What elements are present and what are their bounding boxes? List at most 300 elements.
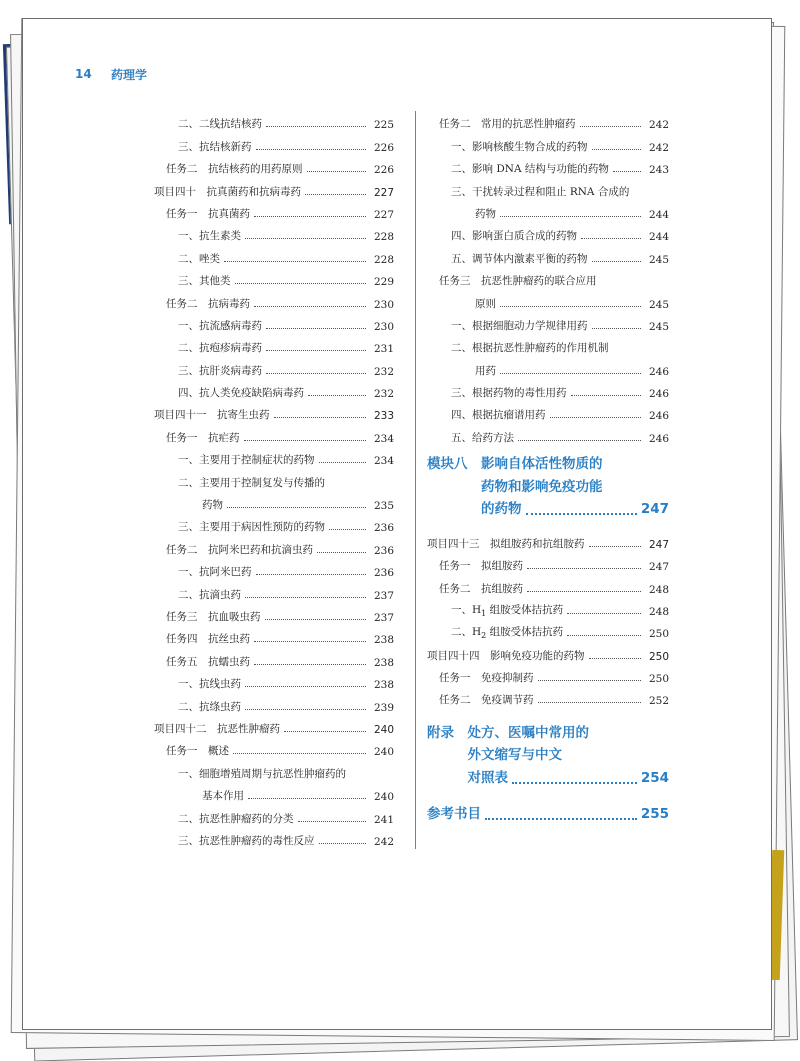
toc-entry-page: 231 bbox=[373, 343, 394, 356]
leader-dots bbox=[500, 305, 641, 307]
toc-entry[interactable] bbox=[427, 311, 669, 333]
toc-entry-label-text: 一、抗生素类 bbox=[178, 230, 241, 243]
leader-dots bbox=[245, 596, 366, 598]
leader-dots bbox=[319, 461, 367, 463]
toc-entry[interactable] bbox=[427, 640, 669, 662]
toc-entry-page: 244 bbox=[648, 208, 669, 221]
toc-right-column bbox=[427, 109, 669, 833]
toc-entry-label bbox=[451, 407, 546, 422]
toc-entry-page: 234 bbox=[373, 432, 394, 445]
toc-entry-label-text: 组胺受体拮抗药 bbox=[486, 626, 564, 639]
toc-entry-page: 245 bbox=[648, 253, 669, 266]
toc-entry-label bbox=[154, 407, 270, 422]
toc-entry-page: 248 bbox=[648, 583, 669, 596]
toc-entry-label-text: 任务二 免疫调节药 bbox=[439, 694, 534, 707]
toc-entry-label bbox=[439, 558, 523, 573]
leader-dots bbox=[329, 485, 366, 486]
toc-entry[interactable] bbox=[427, 422, 669, 444]
toc-entry-label-text: 项目四十二 抗恶性肿瘤药 bbox=[154, 722, 280, 735]
toc-entry-page: 232 bbox=[373, 365, 394, 378]
leader-dots bbox=[245, 237, 366, 239]
leader-dots bbox=[500, 215, 641, 217]
leader-dots bbox=[266, 372, 366, 374]
toc-entry-label-text: 一、抗线虫药 bbox=[178, 678, 241, 691]
toc-entry-page: 250 bbox=[648, 628, 669, 641]
toc-entry-label-text: 二、H bbox=[451, 626, 482, 639]
toc-entry-label bbox=[166, 161, 303, 176]
leader-dots bbox=[613, 350, 642, 351]
toc-entry-label bbox=[439, 273, 597, 288]
leader-dots bbox=[266, 349, 366, 351]
appendix-heading-line bbox=[427, 766, 669, 789]
references-heading-line bbox=[427, 803, 669, 826]
toc-entry[interactable] bbox=[154, 602, 394, 624]
toc-entry-page: 245 bbox=[648, 298, 669, 311]
leader-dots bbox=[601, 283, 642, 284]
toc-right-mid-section bbox=[427, 528, 669, 707]
toc-entry-label-text: 原则 bbox=[475, 297, 496, 310]
toc-entry-label-text: 四、抗人类免疫缺陷病毒药 bbox=[178, 387, 304, 400]
toc-entry-label-text: 任务四 抗丝虫药 bbox=[166, 633, 250, 646]
leader-dots bbox=[254, 663, 366, 665]
toc-entry-page: 244 bbox=[648, 231, 669, 244]
toc-entry[interactable] bbox=[154, 490, 394, 512]
leader-dots bbox=[319, 842, 367, 844]
leader-dots bbox=[580, 125, 642, 127]
toc-entry-page: 241 bbox=[373, 813, 394, 826]
toc-entry-label bbox=[427, 536, 585, 551]
leader-dots bbox=[307, 170, 367, 172]
toc-entry-label-text: 任务一 抗疟药 bbox=[166, 431, 240, 444]
leader-dots bbox=[512, 782, 637, 784]
toc-entry[interactable] bbox=[427, 333, 669, 355]
toc-entry-label bbox=[178, 452, 315, 467]
module-heading-text: 模块八 影响自体活性物质的 bbox=[427, 456, 603, 473]
toc-entry-label-text: 四、根据抗瘤谱用药 bbox=[451, 409, 546, 422]
toc-entry-label bbox=[154, 721, 280, 736]
toc-entry-label-text: 任务二 抗病毒药 bbox=[166, 297, 250, 310]
toc-entry-label-text: 四、影响蛋白质合成的药物 bbox=[451, 230, 577, 243]
toc-entry-label bbox=[451, 228, 577, 243]
toc-entry[interactable] bbox=[154, 288, 394, 310]
toc-entry-page: 248 bbox=[648, 605, 669, 618]
toc-entry-label bbox=[178, 766, 346, 781]
toc-entry-label-text: 用药 bbox=[475, 364, 496, 377]
appendix-heading-text: 附录 处方、医嘱中常用的 bbox=[427, 724, 589, 741]
toc-entry[interactable] bbox=[427, 243, 669, 265]
toc-entry[interactable] bbox=[427, 685, 669, 707]
toc-entry[interactable] bbox=[427, 378, 669, 400]
references-page-number: 255 bbox=[640, 806, 669, 823]
leader-dots bbox=[235, 282, 367, 284]
toc-entry-page: 232 bbox=[373, 388, 394, 401]
toc-entry-page: 234 bbox=[373, 455, 394, 468]
toc-entry-label bbox=[451, 184, 629, 199]
toc-entry-page: 242 bbox=[648, 141, 669, 154]
toc-entry[interactable] bbox=[154, 803, 394, 825]
toc-entry-label bbox=[178, 139, 252, 154]
toc-entry-label-text: 一、影响核酸生物合成的药物 bbox=[451, 140, 588, 153]
toc-entry[interactable] bbox=[427, 400, 669, 422]
toc-entry-page: 247 bbox=[648, 538, 669, 551]
leader-dots bbox=[266, 125, 366, 127]
leader-dots bbox=[500, 372, 641, 374]
toc-entry-label-text: 任务二 常用的抗恶性肿瘤药 bbox=[439, 118, 576, 131]
toc-entry[interactable] bbox=[154, 243, 394, 265]
leader-dots bbox=[538, 679, 642, 681]
toc-entry-page: 226 bbox=[373, 164, 394, 177]
toc-entry[interactable] bbox=[427, 663, 669, 685]
toc-entry-page: 246 bbox=[648, 365, 669, 378]
toc-entry-label bbox=[178, 251, 220, 266]
leader-dots bbox=[284, 730, 366, 732]
toc-entry[interactable] bbox=[154, 512, 394, 534]
toc-entry-label-text: 五、给药方法 bbox=[451, 431, 514, 444]
toc-entry-label-text: 药物 bbox=[475, 207, 496, 220]
toc-entry-label bbox=[439, 116, 576, 131]
toc-entry-label-text: 二、抗绦虫药 bbox=[178, 700, 241, 713]
toc-entry-label bbox=[439, 581, 523, 596]
toc-entry-label bbox=[451, 251, 588, 266]
toc-entry-label bbox=[166, 654, 250, 669]
toc-entry-label bbox=[178, 318, 262, 333]
toc-entry-label-text: 二、抗恶性肿瘤药的分类 bbox=[178, 812, 294, 825]
toc-page bbox=[22, 18, 772, 1030]
toc-entry-page: 250 bbox=[648, 650, 669, 663]
toc-entry-label-text: 项目四十三 拟组胺药和抗组胺药 bbox=[427, 537, 585, 550]
toc-entry-label bbox=[451, 385, 567, 400]
toc-entry-label bbox=[166, 743, 229, 758]
toc-entry-page: 243 bbox=[648, 164, 669, 177]
toc-entry-page: 226 bbox=[373, 141, 394, 154]
leader-dots bbox=[245, 685, 366, 687]
toc-entry-label-text: 任务一 概述 bbox=[166, 745, 229, 758]
toc-entry[interactable] bbox=[427, 199, 669, 221]
module-eight-heading[interactable] bbox=[427, 453, 669, 521]
appendix-heading-text: 对照表 bbox=[427, 769, 508, 786]
leader-dots bbox=[581, 237, 641, 239]
toc-entry-page: 238 bbox=[373, 634, 394, 647]
toc-entry[interactable] bbox=[427, 266, 669, 288]
toc-entry-label bbox=[439, 692, 534, 707]
leader-dots bbox=[589, 545, 642, 547]
toc-entry-label bbox=[178, 385, 304, 400]
appendix-page-number: 254 bbox=[640, 769, 669, 786]
toc-entry-label-text: 药物 bbox=[202, 499, 223, 512]
toc-entry-label-text: 项目四十 抗真菌药和抗病毒药 bbox=[154, 185, 301, 198]
toc-entry-label-text: 项目四十一 抗寄生虫药 bbox=[154, 409, 270, 422]
toc-entry-page: 250 bbox=[648, 673, 669, 686]
toc-entry-label bbox=[178, 519, 325, 534]
toc-entry[interactable] bbox=[154, 826, 394, 848]
toc-entry-label bbox=[178, 363, 262, 378]
leader-dots bbox=[266, 327, 366, 329]
toc-entry[interactable] bbox=[154, 758, 394, 780]
toc-entry-label-text: 任务三 抗血吸虫药 bbox=[166, 610, 261, 623]
toc-entry-label-text: 三、干扰转录过程和阻止 RNA 合成的 bbox=[451, 185, 630, 198]
toc-entry-label-text: 任务二 抗组胺药 bbox=[439, 582, 523, 595]
toc-entry-page: 240 bbox=[373, 791, 394, 804]
toc-entry[interactable] bbox=[154, 311, 394, 333]
toc-left-column bbox=[154, 109, 394, 848]
toc-entry-label-text: 一、根据细胞动力学规律用药 bbox=[451, 319, 588, 332]
toc-entry-label bbox=[451, 340, 609, 355]
toc-entry-label bbox=[451, 624, 563, 640]
toc-entry-label-text: 任务一 抗真菌药 bbox=[166, 207, 250, 220]
appendix-heading[interactable] bbox=[427, 721, 669, 789]
toc-entry-label bbox=[451, 161, 609, 176]
toc-entry[interactable] bbox=[154, 176, 394, 198]
toc-entry[interactable] bbox=[154, 646, 394, 668]
leader-dots bbox=[526, 513, 637, 515]
toc-entry-label-text: 一、细胞增殖周期与抗恶性肿瘤药的 bbox=[178, 767, 346, 780]
toc-entry-page: 230 bbox=[373, 320, 394, 333]
leader-dots bbox=[265, 618, 367, 620]
toc-entry[interactable] bbox=[427, 573, 669, 595]
leader-dots bbox=[244, 439, 367, 441]
toc-entry-label bbox=[166, 206, 250, 221]
toc-entry-subscript: 1 bbox=[481, 608, 487, 618]
toc-entry-page: 246 bbox=[648, 388, 669, 401]
leader-dots bbox=[613, 170, 641, 172]
leader-dots bbox=[538, 701, 642, 703]
toc-entry[interactable] bbox=[427, 288, 669, 310]
toc-entry-page: 227 bbox=[373, 208, 394, 221]
toc-entry[interactable] bbox=[427, 355, 669, 377]
toc-entry[interactable] bbox=[154, 154, 394, 176]
toc-entry-label bbox=[451, 318, 588, 333]
toc-entry-subscript: 2 bbox=[481, 631, 487, 641]
leader-dots bbox=[298, 820, 367, 822]
toc-entry-page: 225 bbox=[373, 119, 394, 132]
toc-entry-label-text: 一、抗阿米巴药 bbox=[178, 566, 252, 579]
toc-entry[interactable] bbox=[154, 691, 394, 713]
toc-entry[interactable] bbox=[427, 528, 669, 550]
toc-entry-label-text: 一、H bbox=[451, 603, 482, 616]
toc-entry-label-text: 三、根据药物的毒性用药 bbox=[451, 387, 567, 400]
toc-entry-label-text: 三、其他类 bbox=[178, 275, 231, 288]
toc-entry-label bbox=[166, 631, 250, 646]
toc-entry[interactable] bbox=[154, 557, 394, 579]
toc-entry-page: 236 bbox=[373, 567, 394, 580]
book-title: 药理学 bbox=[111, 68, 148, 82]
toc-entry-page: 228 bbox=[373, 253, 394, 266]
toc-entry-label bbox=[475, 363, 496, 378]
toc-entry[interactable] bbox=[154, 422, 394, 444]
toc-entry[interactable] bbox=[154, 109, 394, 131]
toc-entry-page: 242 bbox=[648, 119, 669, 132]
toc-entry[interactable] bbox=[154, 333, 394, 355]
toc-entry-label bbox=[475, 296, 496, 311]
toc-entry-label bbox=[178, 228, 241, 243]
toc-entry-page: 247 bbox=[648, 561, 669, 574]
references-heading-text: 参考书目 bbox=[427, 806, 481, 823]
module-heading-line bbox=[427, 453, 669, 476]
toc-entry-page: 246 bbox=[648, 410, 669, 423]
toc-entry-page: 242 bbox=[373, 835, 394, 848]
toc-entry[interactable] bbox=[154, 266, 394, 288]
leader-dots bbox=[350, 776, 366, 777]
leader-dots bbox=[518, 439, 641, 441]
toc-entry-label-text: 二、抗滴虫药 bbox=[178, 588, 241, 601]
toc-entry[interactable] bbox=[154, 714, 394, 736]
toc-entry-label bbox=[166, 430, 240, 445]
toc-entry[interactable] bbox=[427, 221, 669, 243]
toc-entry-label-text: 任务三 抗恶性肿瘤药的联合应用 bbox=[439, 275, 597, 288]
toc-entry[interactable] bbox=[154, 736, 394, 758]
toc-entry-label bbox=[451, 139, 588, 154]
toc-entry[interactable] bbox=[427, 131, 669, 153]
toc-entry-label-text: 任务二 抗结核药的用药原则 bbox=[166, 163, 303, 176]
leader-dots bbox=[233, 752, 366, 754]
toc-entry-label-text: 任务一 拟组胺药 bbox=[439, 560, 523, 573]
toc-entry-label bbox=[178, 564, 252, 579]
toc-entry[interactable] bbox=[154, 355, 394, 377]
toc-entry-label bbox=[178, 833, 315, 848]
toc-entry-label bbox=[202, 497, 223, 512]
toc-entry[interactable] bbox=[427, 618, 669, 640]
toc-entry-label bbox=[202, 788, 244, 803]
toc-entry-page: 230 bbox=[373, 298, 394, 311]
leader-dots bbox=[567, 612, 641, 614]
toc-entry-label bbox=[427, 648, 585, 663]
toc-entry[interactable] bbox=[154, 131, 394, 153]
toc-entry-label-text: 组胺受体拮抗药 bbox=[486, 603, 564, 616]
leader-dots bbox=[245, 708, 366, 710]
leader-dots bbox=[308, 394, 366, 396]
toc-entry-label bbox=[439, 670, 534, 685]
toc-entry-page: 236 bbox=[373, 544, 394, 557]
toc-entry-page: 238 bbox=[373, 679, 394, 692]
leader-dots bbox=[224, 260, 366, 262]
references-heading[interactable] bbox=[427, 803, 669, 826]
toc-entry-page: 227 bbox=[373, 186, 394, 199]
leader-dots bbox=[592, 260, 642, 262]
toc-right-top-section bbox=[427, 109, 669, 445]
toc-entry[interactable] bbox=[427, 596, 669, 618]
leader-dots bbox=[254, 305, 366, 307]
toc-entry-label-text: 基本作用 bbox=[202, 790, 244, 803]
leader-dots bbox=[305, 193, 366, 195]
toc-entry-label-text: 三、抗结核新药 bbox=[178, 140, 252, 153]
toc-entry[interactable] bbox=[154, 579, 394, 601]
appendix-heading-text: 外文缩写与中文 bbox=[427, 747, 562, 764]
toc-entry[interactable] bbox=[154, 624, 394, 646]
toc-entry-page: 240 bbox=[373, 746, 394, 759]
toc-entry[interactable] bbox=[154, 221, 394, 243]
toc-entry-label bbox=[451, 602, 563, 618]
toc-entry-label bbox=[178, 811, 294, 826]
module-heading-text: 药物和影响免疫功能 bbox=[427, 478, 603, 495]
toc-entry-page: 240 bbox=[373, 723, 394, 736]
leader-dots bbox=[274, 416, 367, 418]
leader-dots bbox=[550, 416, 642, 418]
toc-entry[interactable] bbox=[154, 467, 394, 489]
toc-entry[interactable] bbox=[154, 199, 394, 221]
toc-entry-label-text: 任务一 免疫抑制药 bbox=[439, 672, 534, 685]
toc-entry-label bbox=[178, 340, 262, 355]
toc-entry-label-text: 三、主要用于病因性预防的药物 bbox=[178, 521, 325, 534]
toc-entry-label-text: 二、抗疱疹病毒药 bbox=[178, 342, 262, 355]
toc-entry[interactable] bbox=[154, 669, 394, 691]
toc-entry-page: 229 bbox=[373, 276, 394, 289]
toc-entry-label bbox=[154, 184, 301, 199]
page-number: 14 bbox=[75, 67, 92, 81]
leader-dots bbox=[571, 394, 642, 396]
leader-dots bbox=[485, 818, 637, 820]
toc-entry-page: 237 bbox=[373, 589, 394, 602]
toc-entry[interactable] bbox=[154, 445, 394, 467]
leader-dots bbox=[256, 573, 367, 575]
toc-entry-label-text: 二、根据抗恶性肿瘤药的作用机制 bbox=[451, 342, 609, 355]
toc-entry-page: 236 bbox=[373, 522, 394, 535]
toc-entry-label-text: 一、主要用于控制症状的药物 bbox=[178, 454, 315, 467]
leader-dots bbox=[592, 327, 642, 329]
appendix-heading-line bbox=[427, 744, 669, 767]
leader-dots bbox=[592, 148, 642, 150]
leader-dots bbox=[227, 506, 366, 508]
toc-entry-label-text: 二、唑类 bbox=[178, 252, 220, 265]
toc-entry[interactable] bbox=[427, 154, 669, 176]
toc-entry[interactable] bbox=[154, 534, 394, 556]
toc-entry-label-text: 二、影响 DNA 结构与功能的药物 bbox=[451, 163, 609, 176]
toc-entry-page: 233 bbox=[373, 410, 394, 423]
appendix-heading-line bbox=[427, 721, 669, 744]
leader-dots bbox=[254, 215, 366, 217]
toc-entry-page: 237 bbox=[373, 611, 394, 624]
toc-entry-label bbox=[166, 296, 250, 311]
toc-entry-label bbox=[178, 676, 241, 691]
toc-entry[interactable] bbox=[154, 378, 394, 400]
toc-entry-page: 245 bbox=[648, 320, 669, 333]
leader-dots bbox=[256, 148, 367, 150]
leader-dots bbox=[567, 634, 641, 636]
toc-entry[interactable] bbox=[427, 551, 669, 573]
leader-dots bbox=[527, 590, 641, 592]
leader-dots bbox=[254, 640, 366, 642]
leader-dots bbox=[527, 567, 641, 569]
toc-entry-label-text: 一、抗流感病毒药 bbox=[178, 319, 262, 332]
toc-entry-page: 239 bbox=[373, 701, 394, 714]
module-heading-line bbox=[427, 498, 669, 521]
module-heading-text: 的药物 bbox=[427, 501, 522, 518]
toc-entry[interactable] bbox=[154, 400, 394, 422]
toc-entry-label-text: 任务五 抗蠕虫药 bbox=[166, 655, 250, 668]
toc-entry-label-text: 任务二 抗阿米巴药和抗滴虫药 bbox=[166, 543, 313, 556]
toc-entry-label-text: 五、调节体内激素平衡的药物 bbox=[451, 252, 588, 265]
toc-entry-page: 246 bbox=[648, 432, 669, 445]
toc-entry-label bbox=[178, 273, 231, 288]
toc-entry-label-text: 二、二线抗结核药 bbox=[178, 118, 262, 131]
toc-entry-label bbox=[178, 699, 241, 714]
toc-entry[interactable] bbox=[427, 176, 669, 198]
leader-dots bbox=[317, 551, 366, 553]
toc-entry-label-text: 项目四十四 影响免疫功能的药物 bbox=[427, 649, 585, 662]
toc-entry-label bbox=[166, 609, 261, 624]
toc-entry[interactable] bbox=[154, 781, 394, 803]
toc-entry-label bbox=[475, 206, 496, 221]
toc-entry-label bbox=[166, 542, 313, 557]
toc-entry-label bbox=[178, 587, 241, 602]
leader-dots bbox=[329, 528, 366, 530]
module-page-number: 247 bbox=[640, 501, 669, 518]
toc-entry-label-text: 三、抗恶性肿瘤药的毒性反应 bbox=[178, 834, 315, 847]
toc-entry[interactable] bbox=[427, 109, 669, 131]
toc-entry-label bbox=[178, 116, 262, 131]
toc-entry-page: 252 bbox=[648, 695, 669, 708]
toc-entry-page: 228 bbox=[373, 231, 394, 244]
column-divider bbox=[415, 111, 416, 849]
